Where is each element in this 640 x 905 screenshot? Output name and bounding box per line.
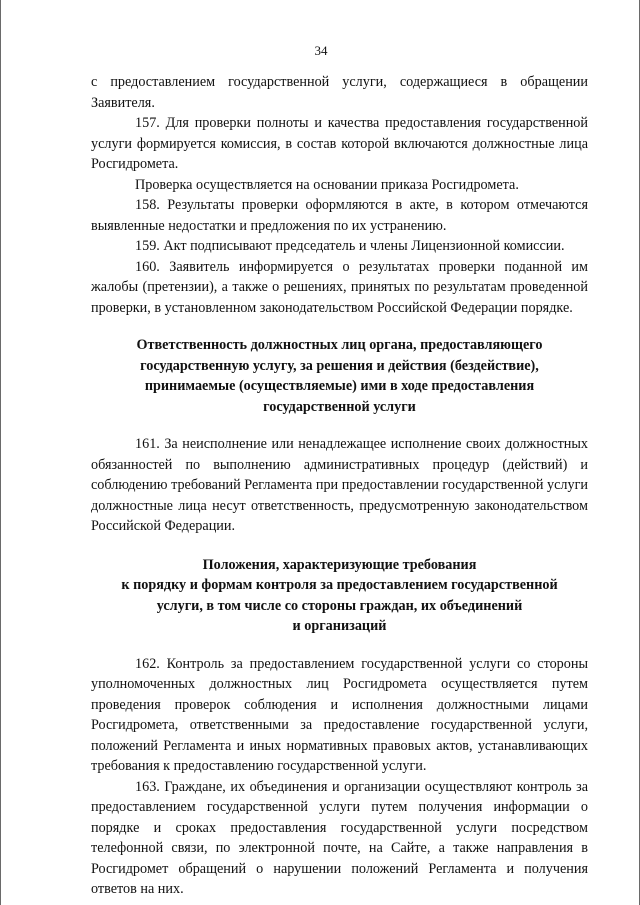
paragraph-160: 160. Заявитель информируется о результатах проверки поданной им жалобы (претензии), а также о решениях, принятых по результатам проведенной проверки, в установленном законодательством Российской Федерации порядке. [91,258,588,316]
heading-line: государственную услугу, за решения и действия (бездействие), [140,357,539,374]
heading-line: и организаций [292,618,387,634]
paragraph-162: 162. Контроль за предоставлением государственной услуги со стороны уполномоченных должностных лиц Росгидромета осуществляется путем проведения проверок соблюдения и исполнения должностными лицами Росгидромета, ответственными за предоставление государственной услуги, положений Регламента и иных нормативных правовых актов, устанавливающих требования к предоставлению государственной услуги. [91,655,588,774]
heading-line: услуги, в том числе со стороны граждан, их объединений [156,597,523,614]
paragraph-161: 161. За неисполнение или ненадлежащее исполнение своих должностных обязанностей по выполнению административных процедур (действий) и соблюдению требований Регламента при предоставлении государственной услуги должностные лица несут ответственность, предусмотренную законодательством Российской Федерации. [91,436,588,534]
paragraph-158: 158. Результаты проверки оформляются в акте, в котором отмечаются выявленные недостатки и предложения по их устранению. [91,197,588,234]
paragraph-159: 159. Акт подписывают председатель и члены Лицензионной комиссии. [135,238,565,254]
paragraph-inspection-basis: Проверка осуществляется на основании приказа Росгидромета. [135,176,519,193]
heading-line: к порядку и формам контроля за предоставлением государственной [121,577,558,593]
heading-line: принимаемые (осуществляемые) ими в ходе предоставления [144,378,535,394]
heading-line: Положения, характеризующие требования [202,556,477,573]
section-heading-control-requirements [91,555,588,637]
paragraph-continuation: с предоставлением государственной услуги, содержащиеся в обращении Заявителя. [91,74,588,111]
page-number: 34 [314,43,328,58]
document-body [91,72,588,900]
paragraph-157: 157. Для проверки полноты и качества предоставления государственной услуги формируется комиссия, в состав которой включаются должностные лица Росгидромета. [91,115,588,172]
heading-line: Ответственность должностных лиц органа, предоставляющего [136,337,543,353]
paragraph-163: 163. Граждане, их объединения и организации осуществляют контроль за предоставлением государственной услуги путем получения информации о порядке и сроках предоставления государственной услуги посредством телефонной связи, по электронной почте, на Сайте, а также направления в Росгидромет обращений о нарушении положений Регламента и получения ответов на них. [91,778,588,897]
section-heading-responsibility [91,335,588,417]
heading-line: государственной услуги [263,398,416,415]
